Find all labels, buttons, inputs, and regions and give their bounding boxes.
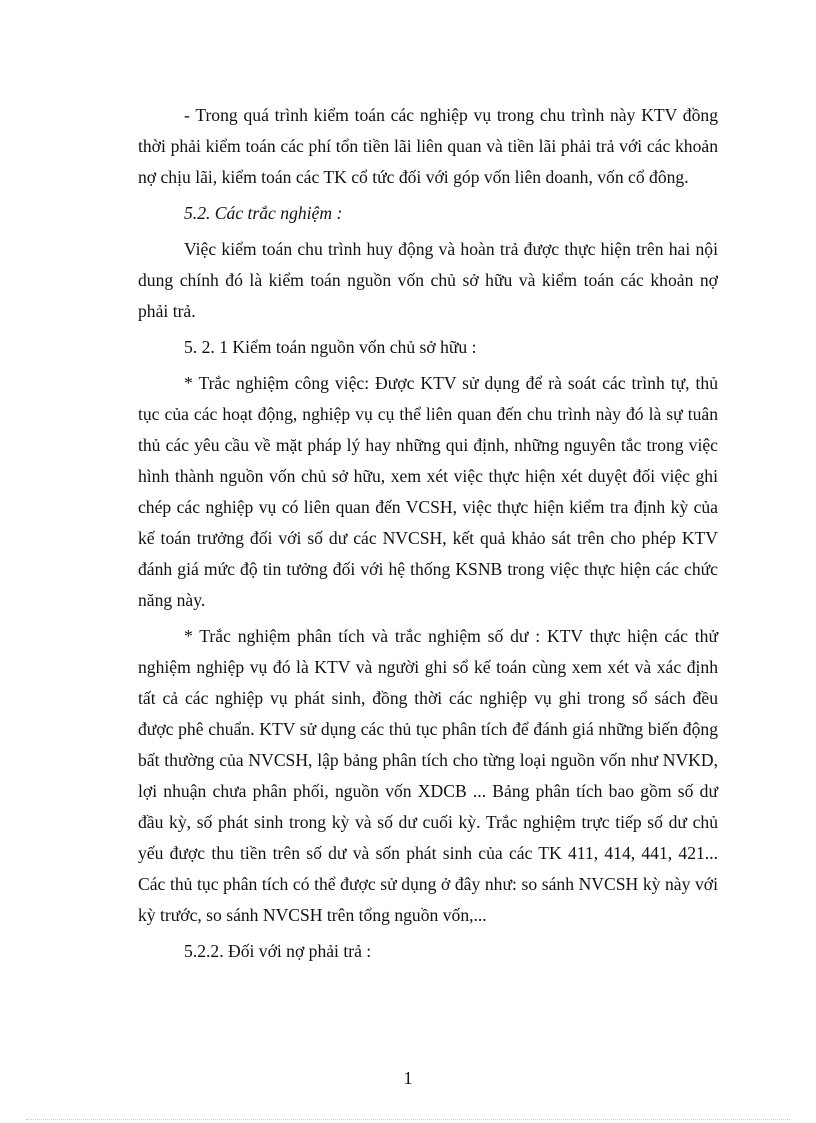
section-heading-5-2-2-liabilities: 5.2.2. Đối với nợ phải trả : <box>184 941 372 961</box>
document-body <box>138 100 718 967</box>
section-heading-5-2-tests: 5.2. Các trắc nghiệm : <box>184 203 343 223</box>
paragraph-control-tests: * Trắc nghiệm công việc: Được KTV sử dụng để rà soát các trình tự, thủ tục của các hoạt động, nghiệp vụ cụ thể liên quan đến chu trình này đó là sự tuân thủ các yêu cầu về mặt pháp lý hay những qui định, những nguyên tắc trong việc hình thành nguồn vốn chủ sở hữu, xem xét việc thực hiện xét duyệt đối việc ghi chép các nghiệp vụ có liên quan đến VCSH, việc thực hiện kiểm tra định kỳ của kế toán trưởng đối với số dư các NVCSH, kết quả khảo sát trên cho phép KTV đánh giá mức độ tin tưởng đối với hệ thống KSNB trong việc thực hiện các chức năng này. <box>138 373 718 610</box>
section-heading-5-2-1-equity-audit: 5. 2. 1 Kiểm toán nguồn vốn chủ sở hữu : <box>184 337 477 357</box>
paragraph-analytical-and-balance-tests: * Trắc nghiệm phân tích và trắc nghiệm số dư : KTV thực hiện các thử nghiệm nghiệp vụ đó là KTV và người ghi sổ kế toán cùng xem xét và xác định tất cả các nghiệp vụ phát sinh, đồng thời các nghiệp vụ ghi trong sổ sách đều được phê chuẩn. KTV sử dụng các thủ tục phân tích để đánh giá những biến động bất thường của NVCSH, lập bảng phân tích cho từng loại nguồn vốn như NVKD, lợi nhuận chưa phân phối, nguồn vốn XDCB ... Bảng phân tích bao gồm số dư đầu kỳ, số phát sinh trong kỳ và số dư cuối kỳ. Trắc nghiệm trực tiếp số dư chủ yếu được thu tiền trên số dư và sốn phát sinh của các TK 411, 414, 441, 421... Các thủ tục phân tích có thể được sử dụng ở đây như: so sánh NVCSH kỳ này với kỳ trước, so sánh NVCSH trên tổng nguồn vốn,... <box>138 626 718 925</box>
page-bottom-divider <box>26 1119 790 1120</box>
paragraph-audit-interest-and-dividends: - Trong quá trình kiểm toán các nghiệp vụ trong chu trình này KTV đồng thời phải kiểm toán các phí tổn tiền lãi liên quan và tiền lãi phải trả với các khoản nợ chịu lãi, kiểm toán các TK cổ tức đối với góp vốn liên doanh, vốn cổ đông. <box>138 105 718 187</box>
paragraph-audit-two-main-contents: Việc kiểm toán chu trình huy động và hoàn trả được thực hiện trên hai nội dung chính đó là kiểm toán nguồn vốn chủ sở hữu và kiểm toán các khoản nợ phải trả. <box>138 239 718 321</box>
page-number: 1 <box>403 1068 413 1088</box>
